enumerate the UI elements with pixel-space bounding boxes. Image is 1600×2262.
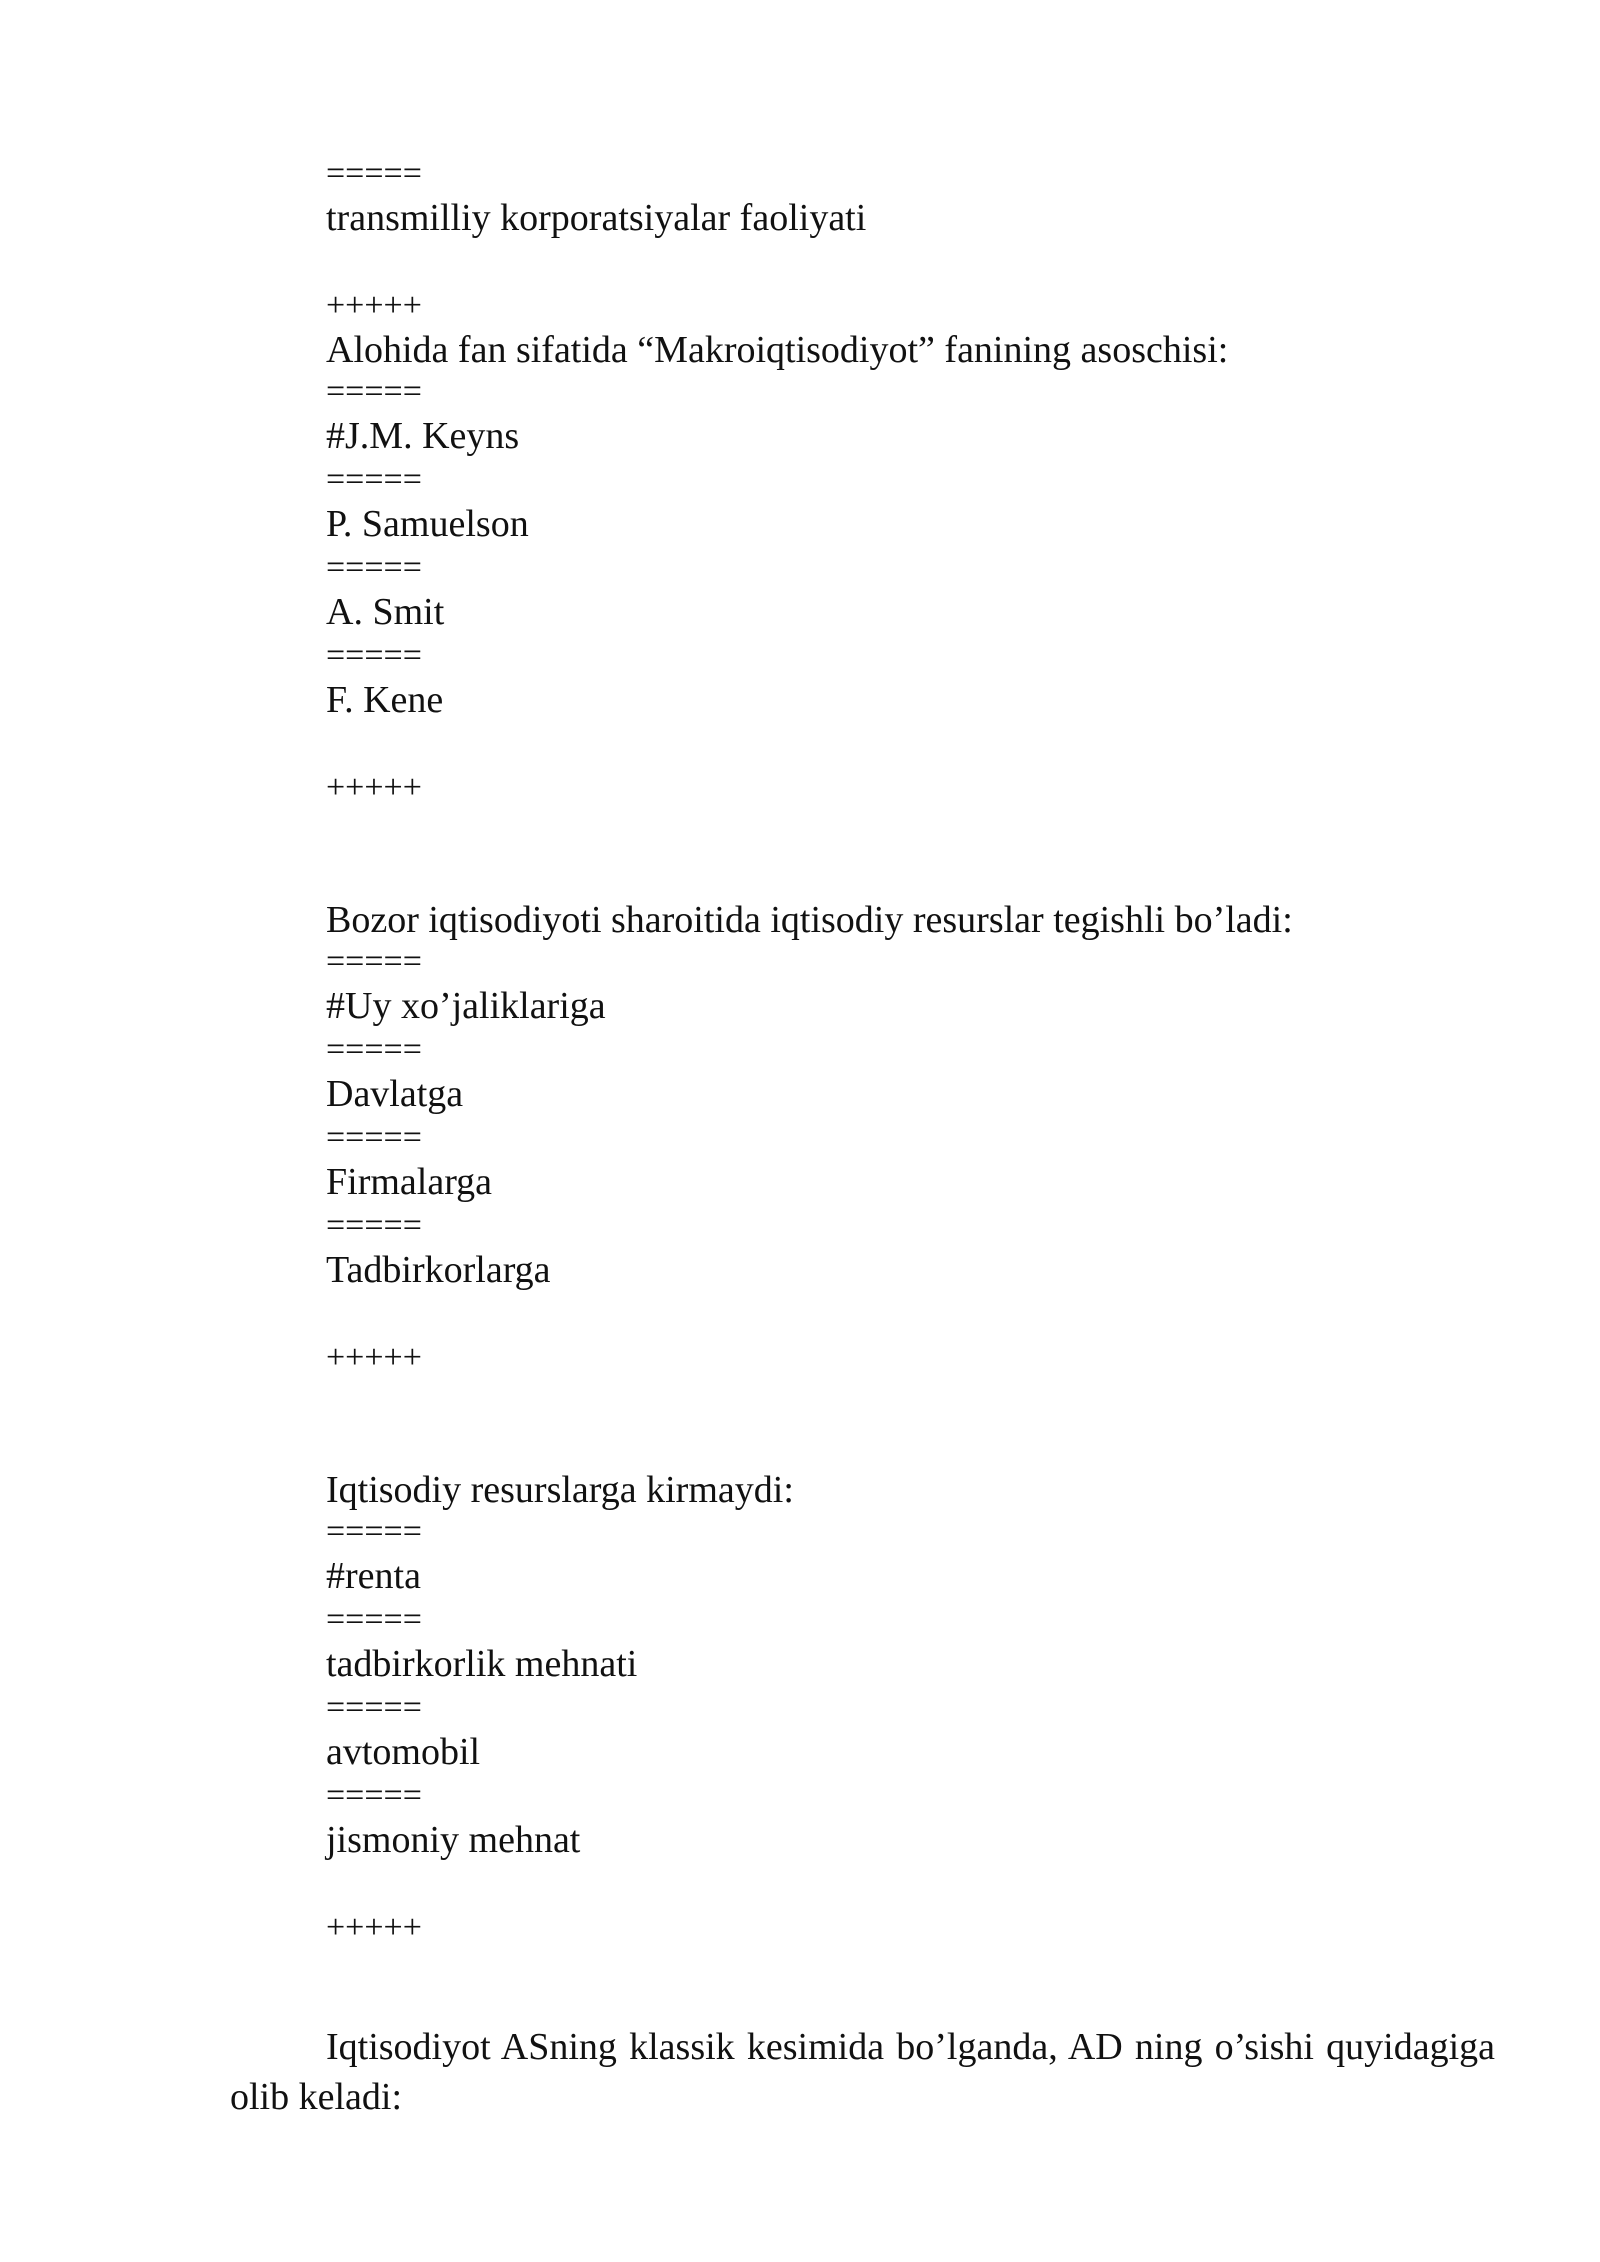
question-text: Iqtisodiyot ASning klassik kesimida bo’lganda, AD ning o’sishi quyidagiga olib keladi: <box>230 2026 1495 2118</box>
answer-option: A. Smit <box>326 591 445 633</box>
answer-separator: ===== <box>326 1207 422 1244</box>
question-marker: +++++ <box>326 1909 422 1946</box>
answer-separator: ===== <box>326 637 422 674</box>
answer-separator: ===== <box>326 549 422 586</box>
answer-option: jismoniy mehnat <box>326 1819 581 1861</box>
answer-separator: ===== <box>326 155 422 192</box>
answer-separator: ===== <box>326 1777 422 1814</box>
answer-option: avtomobil <box>326 1731 481 1773</box>
answer-option: Davlatga <box>326 1073 464 1115</box>
question-text: Bozor iqtisodiyoti sharoitida iqtisodiy resurslar tegishli bo’ladi: <box>326 899 1293 941</box>
answer-separator: ===== <box>326 943 422 980</box>
answer-option: P. Samuelson <box>326 503 529 545</box>
answer-option: Firmalarga <box>326 1161 493 1203</box>
answer-separator: ===== <box>326 1031 422 1068</box>
answer-separator: ===== <box>326 1601 422 1638</box>
question-marker: +++++ <box>326 287 422 324</box>
answer-separator: ===== <box>326 461 422 498</box>
question-text: Alohida fan sifatida “Makroiqtisodiyot” fanining asoschisi: <box>326 329 1229 371</box>
answer-separator: ===== <box>326 1119 422 1156</box>
answer-option: #J.M. Keyns <box>326 415 520 457</box>
answer-option: tadbirkorlik mehnati <box>326 1643 638 1685</box>
answer-option: #Uy xo’jaliklariga <box>326 985 606 1027</box>
answer-separator: ===== <box>326 373 422 410</box>
answer-option: #renta <box>326 1555 421 1597</box>
question-marker: +++++ <box>326 1339 422 1376</box>
question-text: Iqtisodiy resurslarga kirmaydi: <box>326 1469 794 1511</box>
answer-option: transmilliy korporatsiyalar faoliyati <box>326 197 867 239</box>
answer-separator: ===== <box>326 1513 422 1550</box>
answer-option: F. Kene <box>326 679 444 721</box>
answer-option: Tadbirkorlarga <box>326 1249 551 1291</box>
answer-separator: ===== <box>326 1689 422 1726</box>
question-marker: +++++ <box>326 769 422 806</box>
